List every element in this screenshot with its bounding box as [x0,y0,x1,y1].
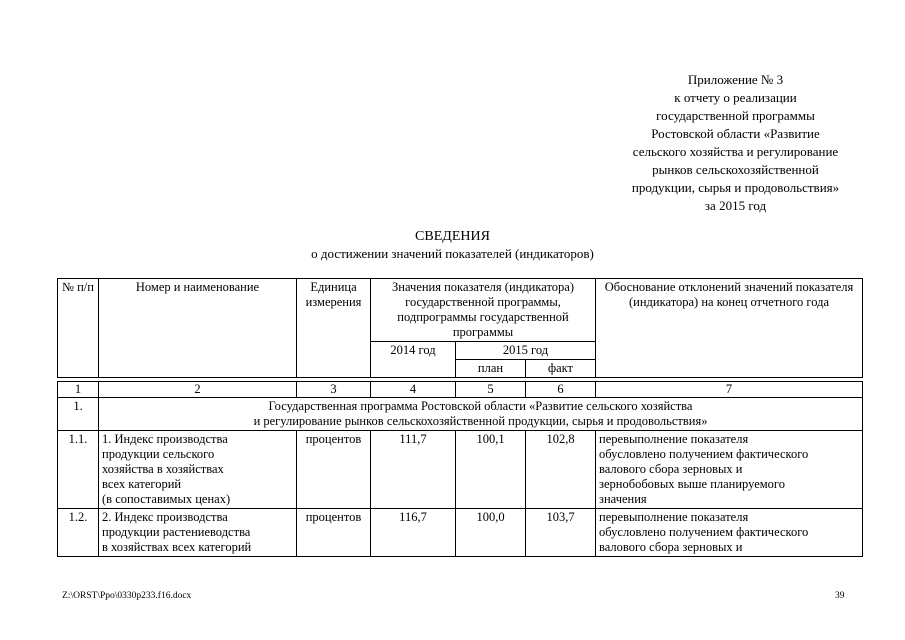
reason-line: валового сбора зерновых и [599,462,743,476]
value-2014: 116,7 [371,509,456,557]
footer-page-number: 39 [835,591,845,601]
name-line: (в сопоставимых ценах) [102,492,231,506]
reason-line: обусловлено получением фактического [599,447,809,461]
header-values: Значения показателя (индикатора) государственной программы, подпрограммы государственной программы [371,279,596,342]
col-number: 3 [297,382,371,398]
unit-cell: процентов [297,431,371,509]
col-number: 5 [456,382,526,398]
indicator-name [99,431,297,509]
name-line: 2. Индекс производства [102,510,228,524]
value-plan: 100,0 [456,509,526,557]
col-number: 4 [371,382,456,398]
header-plan: план [456,360,526,378]
name-line: хозяйства в хозяйствах [102,462,224,476]
col-number: 1 [58,382,99,398]
section-title-line: Государственная программа Ростовской области «Развитие сельского хозяйства [268,399,693,413]
header-justification: Обоснование отклонений значений показателя (индикатора) на конец отчетного года [596,279,863,378]
footer-file-path: Z:\ORST\Ppo\0330p233.f16.docx [62,591,192,601]
value-2014: 111,7 [371,431,456,509]
section-title-line: и регулирование рынков сельскохозяйственной продукции, сырья и продовольствия» [253,414,708,428]
section-title [99,398,863,431]
value-plan: 100,1 [456,431,526,509]
indicators-table [57,278,863,557]
value-fact: 102,8 [526,431,596,509]
value-fact: 103,7 [526,509,596,557]
reason-line: перевыполнение показателя [599,432,749,446]
reason-line: валового сбора зерновых и [599,540,743,554]
header-fact: факт [526,360,596,378]
indicator-name [99,509,297,557]
section-row [58,398,863,431]
table-row [58,431,863,509]
name-line: 1. Индекс производства [102,432,228,446]
reason-cell [596,509,863,557]
document-title: СВЕДЕНИЯ [415,229,490,244]
appendix-line: рынков сельскохозяйственной [652,162,819,177]
appendix-line: Ростовской области «Развитие [651,126,820,141]
name-line: в хозяйствах всех категорий [102,540,252,554]
reason-line: зернобобовых выше планируемого [599,477,785,491]
section-num: 1. [58,398,99,431]
table-row [58,509,863,557]
column-numbers-row [58,382,863,398]
document-subtitle: о достижении значений показателей (индикаторов) [311,246,594,261]
reason-line: значения [599,492,647,506]
appendix-line: сельского хозяйства и регулирование [632,144,839,159]
appendix-line: продукции, сырья и продовольствия» [631,180,840,195]
header-2015: 2015 год [456,342,596,360]
col-number: 6 [526,382,596,398]
row-num: 1.2. [58,509,99,557]
header-2014: 2014 год [371,342,456,378]
header-unit: Единица измерения [297,279,371,378]
appendix-line: к отчету о реализации [674,90,797,105]
appendix-line: государственной программы [656,108,815,123]
header-name: Номер и наименование [99,279,297,378]
unit-cell: процентов [297,509,371,557]
reason-line: перевыполнение показателя [599,510,749,524]
header-row [58,279,863,342]
name-line: продукции растениеводства [102,525,251,539]
appendix-line: Приложение № 3 [687,72,784,87]
name-line: всех категорий [102,477,182,491]
reason-line: обусловлено получением фактического [599,525,809,539]
name-line: продукции сельского [102,447,215,461]
col-number: 2 [99,382,297,398]
header-num: № п/п [58,279,99,378]
document-heading [0,228,905,262]
appendix-line: за 2015 год [704,198,767,213]
row-num: 1.1. [58,431,99,509]
appendix-block [598,71,873,215]
col-number: 7 [596,382,863,398]
reason-cell [596,431,863,509]
